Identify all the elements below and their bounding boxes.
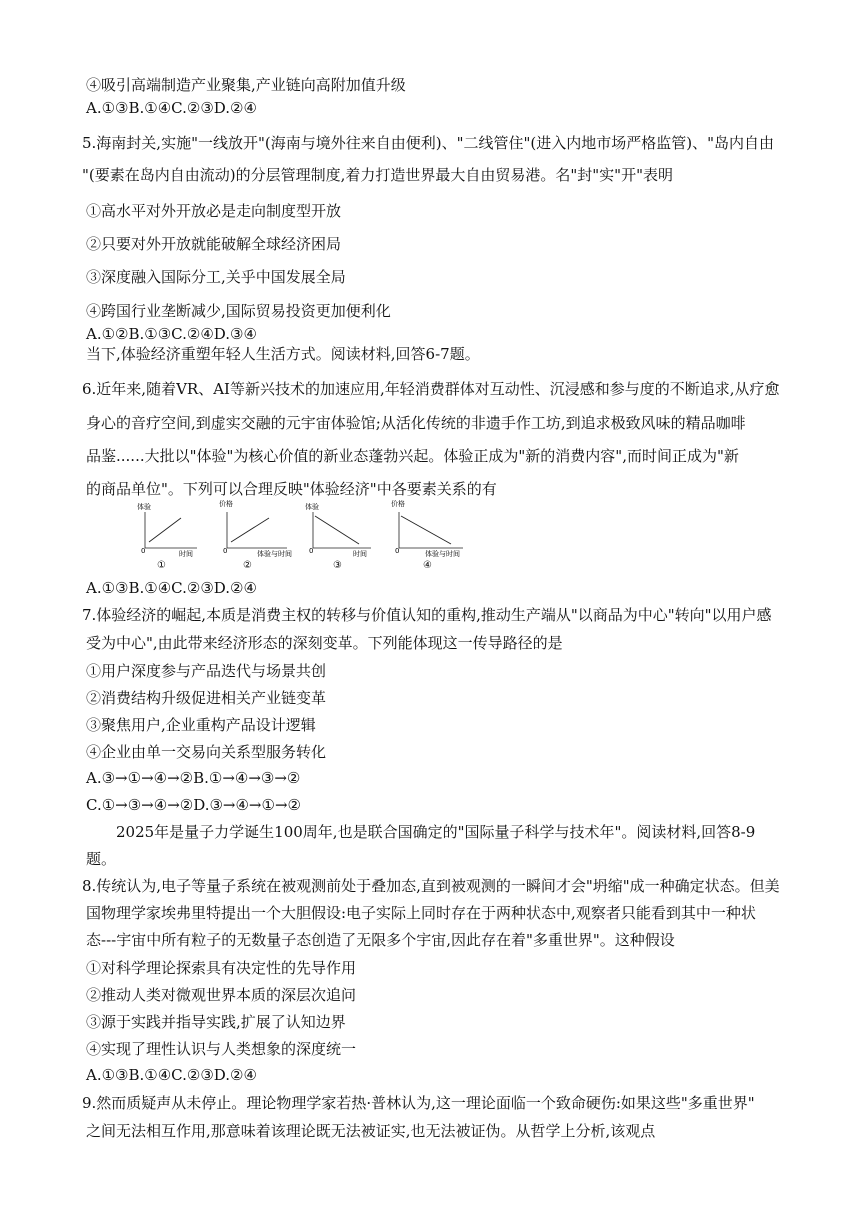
q6-graphs xyxy=(135,500,475,572)
q8-item-3: ③源于实践并指导实践,扩展了认知边界 xyxy=(86,1013,346,1031)
graph-3-xlabel: 时间 xyxy=(353,550,367,558)
graph-3-number: ③ xyxy=(333,560,342,571)
q6-options: A.①③B.①④C.②③D.②④ xyxy=(86,579,257,597)
q6-stem-line-4: 的商品单位"。下列可以合理反映"体验经济"中各要素关系的有 xyxy=(86,480,497,498)
q8-item-4: ④实现了理性认识与人类想象的深度统一 xyxy=(86,1040,357,1058)
graph-4-line xyxy=(401,516,451,544)
graph-4-xlabel: 体验与时间 xyxy=(425,550,460,558)
graph-3-origin: 0 xyxy=(309,547,314,555)
q7-item-2: ②消费结构升级促进相关产业链变革 xyxy=(86,689,327,707)
q4-options: A.①③B.①④C.②③D.②④ xyxy=(86,99,257,117)
q5-options: A.①②B.①③C.②④D.③④ xyxy=(86,325,257,343)
q9-stem-line-2: 之间无法相互作用,那意味着该理论既无法被证实,也无法被证伪。从哲学上分析,该观点 xyxy=(86,1122,656,1140)
q7-stem-line-1: 7.体验经济的崛起,本质是消费主权的转移与价值认知的重构,推动生产端从"以商品为中心"转向"以用户感 xyxy=(82,606,772,624)
graph-2-origin: 0 xyxy=(223,547,228,555)
q7-item-3: ③聚焦用户,企业重构产品设计逻辑 xyxy=(86,716,316,734)
q4-item-4: ④吸引高端制造产业聚集,产业链向高附加值升级 xyxy=(86,76,406,94)
graph-1-origin: 0 xyxy=(141,547,146,555)
graph-3-line xyxy=(315,516,359,544)
graph-3-ylabel: 体验 xyxy=(305,503,319,511)
q5-item-3: ③深度融入国际分工,关乎中国发展全局 xyxy=(86,268,346,286)
graph-4 xyxy=(389,500,471,572)
q8-stem-line-1: 8.传统认为,电子等量子系统在被观测前处于叠加态,直到被观测的一瞬间才会"坍缩"成一种确定状态。但美 xyxy=(82,877,780,895)
q6-stem-line-3: 品鉴......大批以"体验"为核心价值的新业态蓬勃兴起。体验正成为"新的消费内容",而时间正成为"新 xyxy=(86,447,739,465)
q7-options-line-1: A.③→①→④→②B.①→④→③→② xyxy=(86,769,301,787)
graph-2-xlabel: 体验与时间 xyxy=(257,550,292,558)
graph-2-number: ② xyxy=(243,560,252,571)
graph-1-number: ① xyxy=(157,560,166,571)
graph-2-line xyxy=(231,518,269,542)
graph-1-line xyxy=(149,518,181,542)
q5-item-2: ②只要对外开放就能破解全球经济困局 xyxy=(86,235,342,253)
q7-item-4: ④企业由单一交易向关系型服务转化 xyxy=(86,743,327,761)
graph-4-origin: 0 xyxy=(395,547,400,555)
graph-1 xyxy=(135,500,205,572)
graph-1-xlabel: 时间 xyxy=(179,550,193,558)
q5-stem-line-1: 5.海南封关,实施"一线放开"(海南与境外往来自由便利)、"二线管住"(进入内地市场严格监管)、"岛内自由 xyxy=(82,134,774,152)
q6-stem-line-2: 身心的音疗空间,到虚实交融的元宇宙体验馆;从活化传统的非遗手作工坊,到追求极致风味的精品咖啡 xyxy=(86,414,746,432)
intro-6-7: 当下,体验经济重塑年轻人生活方式。阅读材料,回答6-7题。 xyxy=(86,345,480,363)
q5-item-4: ④跨国行业垄断减少,国际贸易投资更加便利化 xyxy=(86,302,391,320)
q7-item-1: ①用户深度参与产品迭代与场景共创 xyxy=(86,662,327,680)
q7-options-line-2: C.①→③→④→②D.③→④→①→② xyxy=(86,796,301,814)
q8-item-1: ①对科学理论探索具有决定性的先导作用 xyxy=(86,959,357,977)
q5-stem-line-2: "(要素在岛内自由流动)的分层管理制度,着力打造世界最大自由贸易港。名"封"实"开"表明 xyxy=(82,166,673,184)
graph-2-ylabel: 价格 xyxy=(219,500,233,508)
graph-3 xyxy=(303,500,379,572)
graph-4-ylabel: 价格 xyxy=(391,500,405,508)
q6-stem-line-1: 6.近年来,随着VR、AI等新兴技术的加速应用,年轻消费群体对互动性、沉浸感和参与度的不断追求,从疗愈 xyxy=(82,380,780,398)
q9-stem-line-1: 9.然而质疑声从未停止。理论物理学家若热·普林认为,这一理论面临一个致命硬伤:如果这些"多重世界" xyxy=(82,1094,755,1112)
graph-1-ylabel: 体验 xyxy=(137,503,151,511)
q8-stem-line-3: 态---宇宙中所有粒子的无数量子态创造了无限多个宇宙,因此存在着"多重世界"。这种假设 xyxy=(86,931,675,949)
q5-item-1: ①高水平对外开放必是走向制度型开放 xyxy=(86,202,342,220)
q8-stem-line-2: 国物理学家埃弗里特提出一个大胆假设:电子实际上同时存在于两种状态中,观察者只能看到其中一种状 xyxy=(86,904,756,922)
q8-item-2: ②推动人类对微观世界本质的深层次追问 xyxy=(86,986,357,1004)
graph-4-number: ④ xyxy=(423,560,432,571)
intro-8-9-line-1: 2025年是量子力学诞生100周年,也是联合国确定的"国际量子科学与技术年"。阅读材料,回答8-9 xyxy=(116,823,756,841)
q8-options: A.①③B.①④C.②③D.②④ xyxy=(86,1066,257,1084)
q7-stem-line-2: 受为中心",由此带来经济形态的深刻变革。下列能体现这一传导路径的是 xyxy=(86,634,563,652)
intro-8-9-line-2: 题。 xyxy=(86,850,117,868)
graph-2 xyxy=(217,500,297,572)
